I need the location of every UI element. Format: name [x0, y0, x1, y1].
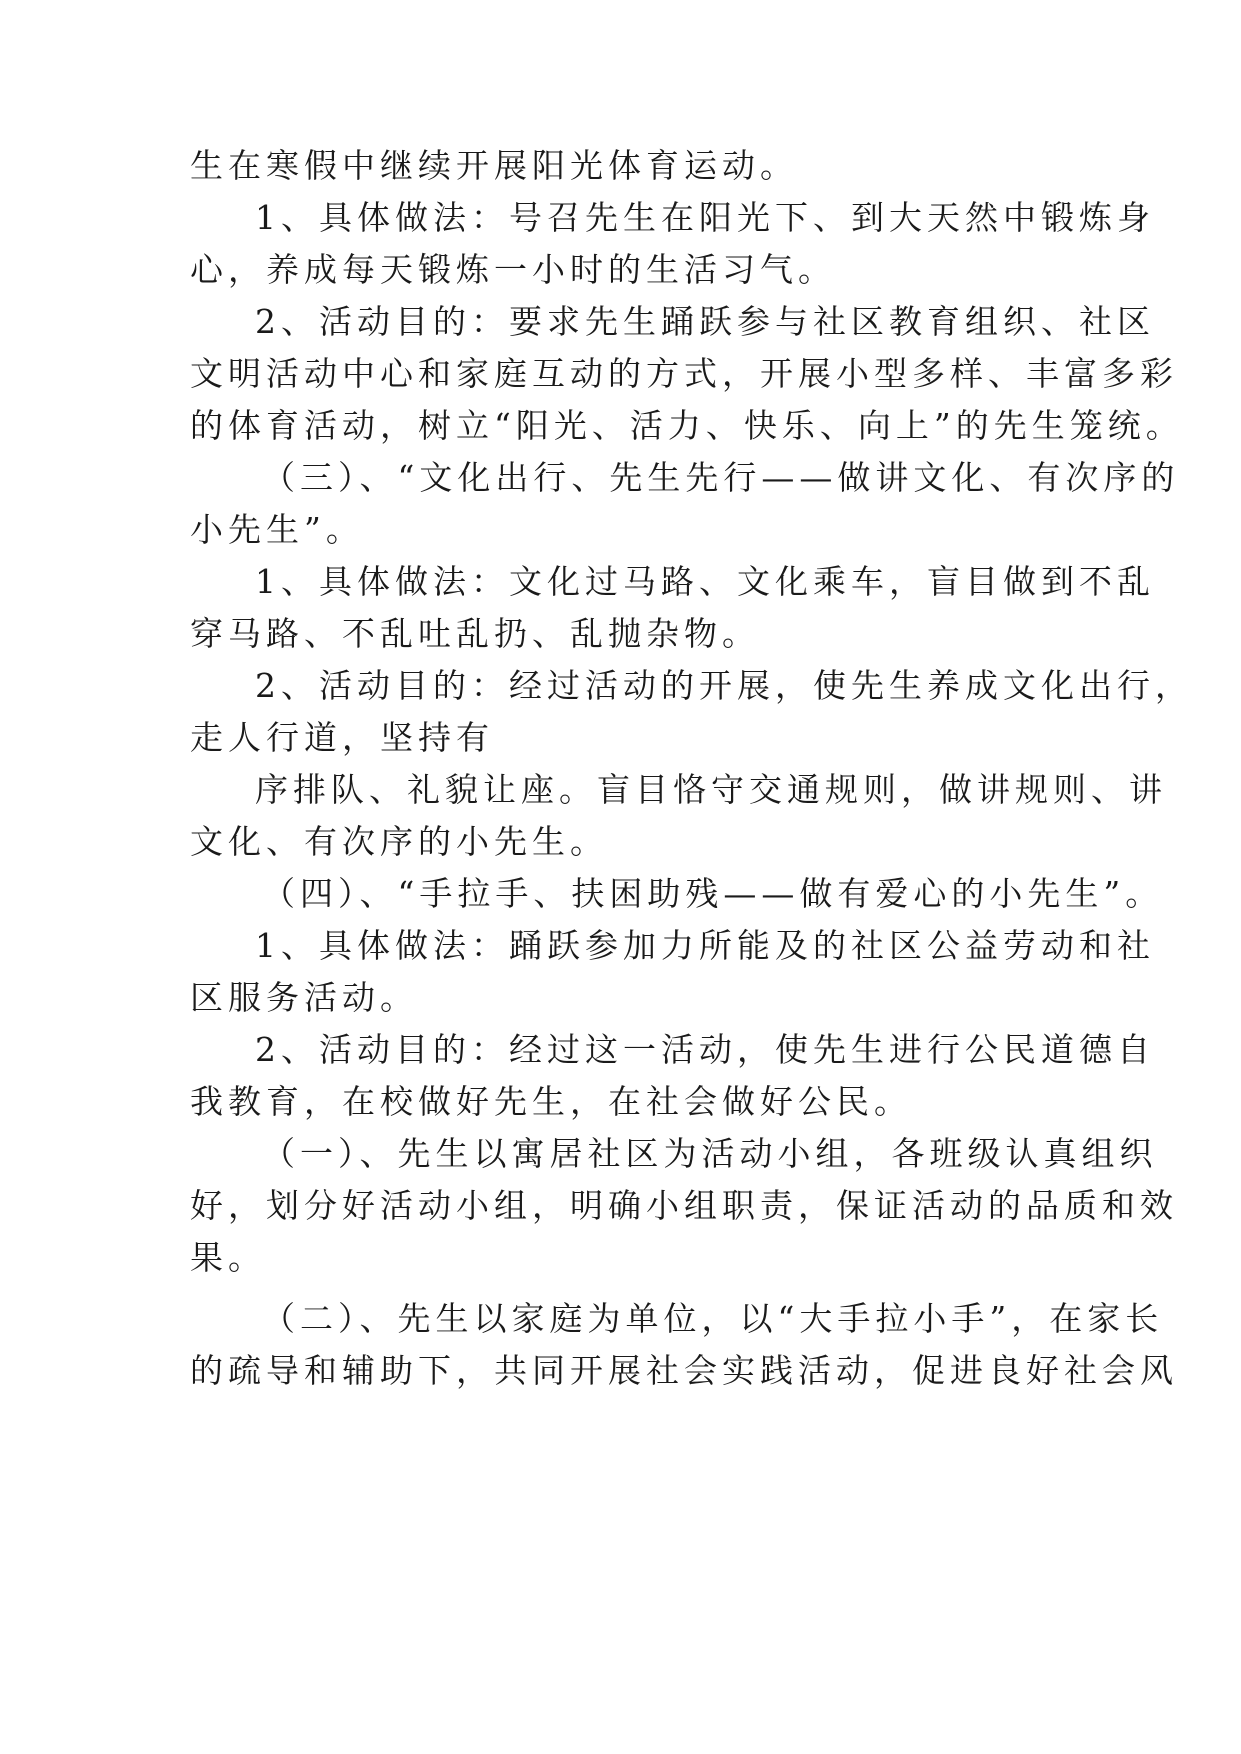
text-line: 心，养成每天锻炼一小时的生活习气。 — [190, 250, 836, 289]
text-line: 文化、有次序的小先生。 — [190, 822, 608, 861]
text-line: 的体育活动，树立“阳光、活力、快乐、向上”的先生笼统。 — [190, 406, 1184, 445]
text-line: 序排队、礼貌让座。盲目恪守交通规则，做讲规则、讲 — [255, 770, 1167, 809]
text-line: 生在寒假中继续开展阳光体育运动。 — [190, 146, 798, 185]
text-line: 我教育，在校做好先生，在社会做好公民。 — [190, 1082, 912, 1121]
text-line: 1、具体做法：文化过马路、文化乘车，盲目做到不乱 — [255, 562, 1155, 601]
section-heading: （一）、先生以寓居社区为活动小组，各班级认真组织 — [262, 1134, 1158, 1173]
text-line: 1、具体做法：踊跃参加力所能及的社区公益劳动和社 — [255, 926, 1155, 965]
text-line: 2、活动目的：要求先生踊跃参与社区教育组织、社区 — [255, 302, 1155, 341]
text-line: 好，划分好活动小组，明确小组职责，保证活动的品质和效 — [190, 1186, 1178, 1225]
section-heading: （四）、“手拉手、扶困助残——做有爱心的小先生”。 — [262, 874, 1164, 913]
text-line: 2、活动目的：经过这一活动，使先生进行公民道德自 — [255, 1030, 1155, 1069]
text-line: 2、活动目的：经过活动的开展，使先生养成文化出行， — [255, 666, 1193, 705]
section-heading: （三）、“文化出行、先生先行——做讲文化、有次序的 — [262, 458, 1180, 497]
section-heading: （二）、先生以家庭为单位，以“大手拉小手”，在家长 — [262, 1299, 1164, 1338]
text-line: 小先生”。 — [190, 510, 364, 549]
text-line: 穿马路、不乱吐乱扔、乱抛杂物。 — [190, 614, 760, 653]
text-line: 区服务活动。 — [190, 978, 418, 1017]
text-line: 的疏导和辅助下，共同开展社会实践活动，促进良好社会风 — [190, 1351, 1178, 1390]
text-line: 文明活动中心和家庭互动的方式，开展小型多样、丰富多彩 — [190, 354, 1178, 393]
text-line: 1、具体做法：号召先生在阳光下、到大天然中锻炼身 — [255, 198, 1155, 237]
text-line: 走人行道，坚持有 — [190, 718, 494, 757]
text-line: 果。 — [190, 1238, 266, 1277]
